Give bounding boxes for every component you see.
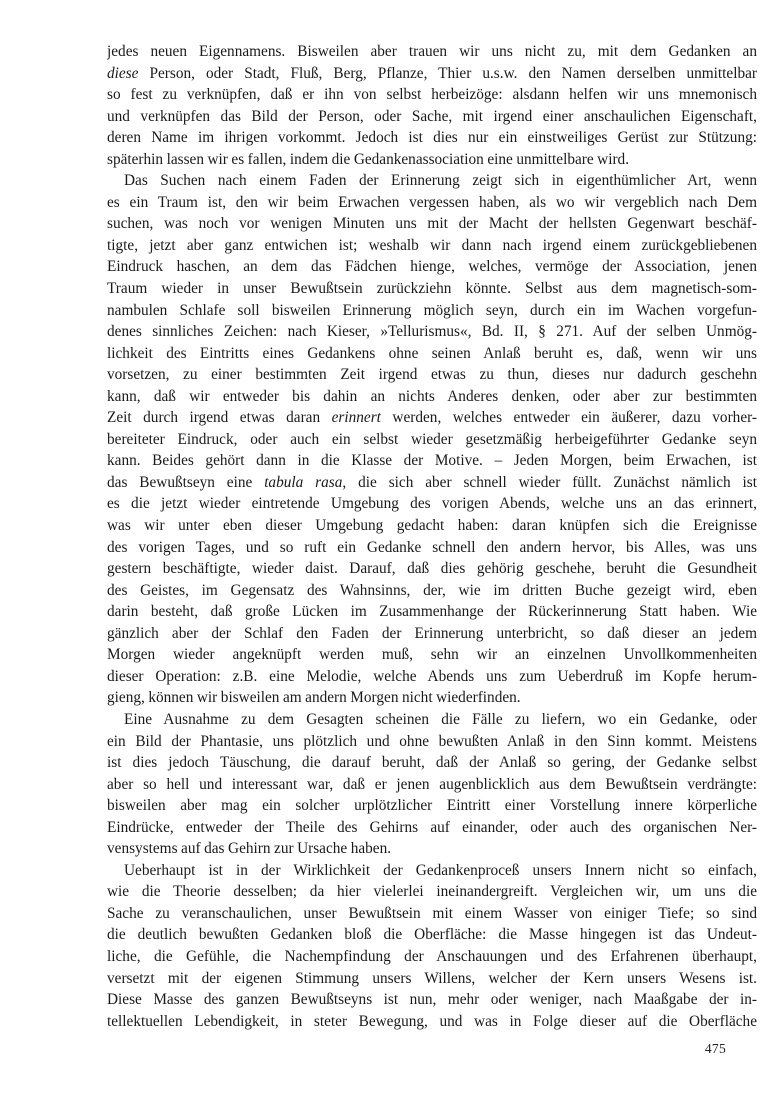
text-segment: bisweilen aber mag ein solcher urplötzlicher Eintritt einer Vorstellung innere körperliche: [107, 797, 757, 815]
text-line: [107, 924, 757, 946]
text-segment: kann, daß wir entweder bis dahin an nichts Anderes denken, oder aber zur bestimmten: [107, 387, 757, 405]
text-line: [107, 580, 757, 602]
text-line: [107, 256, 757, 278]
text-segment: es die jetzt wieder eintretende Umgebung des vorigen Abends, welche uns an das erinnert,: [107, 495, 757, 513]
text-segment: des Geistes, im Gegensatz des Wahnsinns, der, wie im dritten Buche gezeigt wird, eben: [107, 581, 757, 599]
text-line: [107, 968, 757, 990]
text-segment: lichkeit des Eintritts eines Gedankens ohne seinen Anlaß beruht es, daß, wenn wir uns: [107, 344, 757, 362]
text-segment: aber so hell und interessant war, daß er jenen augenblicklich aus dem Bewußtsein verdrängte:: [107, 775, 757, 793]
text-segment: ein Bild der Phantasie, uns plötzlich und ohne bewußten Anlaß in den Sinn kommt. Meistens: [107, 732, 757, 750]
page-number: 475: [704, 1041, 726, 1056]
text-line: [107, 666, 757, 688]
text-segment: gestern beschäftigte, wieder daist. Darauf, daß dies gehörig geschehe, beruht die Gesundheit: [107, 560, 757, 578]
text-line: [107, 493, 757, 515]
text-segment: Eindruck haschen, an dem das Fädchen hienge, welches, vermöge der Association, jenen: [107, 258, 757, 276]
text-segment: gänzlich aber der Schlaf den Faden der Erinnerung unterbricht, so daß dieser an jedem: [107, 624, 757, 642]
text-segment: vorsetzen, zu einer bestimmten Zeit irgend etwas zu thun, dieses nur dadurch geschehn: [107, 366, 757, 384]
text-segment: Morgen wieder angeknüpft werden muß, sehn wir an einzelnen Unvollkommenheiten: [107, 646, 757, 664]
text-line: [107, 278, 757, 300]
text-line: [107, 1011, 757, 1033]
text-segment: suchen, was noch vor wenigen Minuten uns mit der Macht der hellsten Gegenwart beschäf-: [107, 215, 757, 233]
text-segment: werden, welches entweder ein äußerer, dazu vorher-: [380, 409, 757, 427]
text-line: [107, 537, 757, 559]
text-line: [107, 644, 757, 666]
text-line: [107, 63, 757, 85]
text-segment: was wir unter eben dieser Umgebung gedacht haben: daran knüpfen sich die Ereignisse: [107, 517, 757, 535]
text-line: [107, 149, 757, 171]
paragraph: [107, 860, 757, 1032]
text-line: [107, 515, 757, 537]
text-segment: tigte, jetzt aber ganz entwichen ist; weshalb wir dann nach irgend einem zurückgebliebenen: [107, 236, 757, 254]
text-line: [107, 450, 757, 472]
text-line: [107, 709, 757, 731]
text-segment: des vorigen Tages, und so ruft ein Gedanke schnell den andern hervor, bis Alles, was uns: [107, 538, 757, 556]
paragraph: [107, 170, 757, 709]
text-segment: Sache zu veranschaulichen, unser Bewußtsein mit einem Wasser von einiger Tiefe; so sind: [107, 904, 757, 922]
text-segment: kann. Beides gehört dann in die Klasse der Motive. – Jeden Morgen, beim Erwachen, ist: [107, 452, 757, 470]
italic-text-segment: tabula rasa: [264, 473, 343, 491]
text-line: [107, 235, 757, 257]
text-segment: das Bewußtseyn eine: [107, 473, 265, 491]
text-line: [107, 795, 757, 817]
text-line: [107, 623, 757, 645]
text-line: [107, 170, 757, 192]
text-segment: bereiteter Eindruck, oder auch ein selbst wieder gesetzmäßig herbeigeführter Gedanke seyn: [107, 430, 757, 448]
text-line: [107, 364, 757, 386]
text-line: [107, 687, 757, 709]
text-line: [107, 558, 757, 580]
paragraph: [107, 709, 757, 860]
text-line: [107, 472, 757, 494]
text-segment: nambulen Schlafe soll bisweilen Erinnerung möglich seyn, durch ein im Wachen vorgefun-: [107, 301, 757, 319]
text-segment: Das Suchen nach einem Faden der Erinnerung zeigt sich in eigenthümlicher Art, wenn: [124, 172, 757, 190]
text-line: [107, 903, 757, 925]
text-segment: die deutlich bewußten Gedanken bloß die Oberfläche: die Masse hingegen ist das Undeut-: [107, 926, 757, 944]
text-line: [107, 407, 757, 429]
text-segment: Eindrücke, entweder der Theile des Gehirns auf einander, oder auch des organischen Ner-: [107, 818, 757, 836]
italic-text-segment: diese: [107, 64, 139, 82]
text-segment: Person, oder Stadt, Fluß, Berg, Pflanze, Thier u.s.w. den Namen derselben unmittelbar: [138, 64, 757, 82]
text-line: [107, 213, 757, 235]
text-line: [107, 106, 757, 128]
text-line: [107, 300, 757, 322]
text-line: [107, 386, 757, 408]
text-line: [107, 731, 757, 753]
text-line: [107, 860, 757, 882]
text-segment: ist dies jedoch Täuschung, die darauf beruht, daß der Anlaß so gering, der Gedanke selbst: [107, 754, 757, 772]
text-segment: Eine Ausnahme zu dem Gesagten scheinen die Fälle zu liefern, wo ein Gedanke, oder: [124, 710, 757, 728]
text-segment: jedes neuen Eigennamens. Bisweilen aber trauen wir uns nicht zu, mit dem Gedanken an: [107, 43, 757, 60]
text-line: [107, 881, 757, 903]
text-segment: Diese Masse des ganzen Bewußtseyns ist nun, mehr oder weniger, nach Maaßgabe der in-: [107, 991, 757, 1009]
text-segment: tellektuellen Lebendigkeit, in steter Bewegung, und was in Folge dieser auf die Oberfläche: [107, 1012, 757, 1030]
text-line: [107, 321, 757, 343]
text-segment: denes sinnliches Zeichen: nach Kieser, »Tellurismus«, Bd. II, § 271. Auf der selben Unmög-: [107, 323, 757, 341]
text-line: [107, 752, 757, 774]
text-segment: wie die Theorie desselben; da hier vielerlei ineinandergreift. Vergleichen wir, um uns die: [107, 883, 757, 901]
text-segment: versetzt mit der eigenen Stimmung unsers Willens, welcher der Kern unsers Wesens ist.: [107, 969, 757, 987]
text-segment: es ein Traum ist, den wir beim Erwachen vergessen haben, als wo wir vergeblich nach Dem: [107, 193, 757, 211]
text-segment: so fest zu verknüpfen, daß er ihn von selbst herbeizöge: alsdann helfen wir uns mnemonisch: [107, 86, 757, 104]
text-line: [107, 946, 757, 968]
text-segment: , die sich aber schnell wieder füllt. Zunächst nämlich ist: [342, 473, 757, 491]
paragraph: [107, 41, 757, 170]
text-line: [107, 601, 757, 623]
text-line: [107, 817, 757, 839]
text-segment: dieser Operation: z.B. eine Melodie, welche Abends uns zum Ueberdruß im Kopfe herum-: [107, 667, 757, 685]
text-line: [107, 429, 757, 451]
text-line: [107, 41, 757, 63]
text-segment: gieng, können wir bisweilen am andern Morgen nicht wiederfinden.: [107, 689, 521, 707]
text-segment: Zeit durch irgend etwas daran: [107, 409, 332, 427]
text-line: [107, 84, 757, 106]
italic-text-segment: erinnert: [331, 409, 381, 427]
text-segment: Ueberhaupt ist in der Wirklichkeit der Gedankenproceß unsers Innern nicht so einfach,: [124, 861, 757, 879]
text-line: [107, 774, 757, 796]
text-segment: deren Name im ihrigen vorkommt. Jedoch ist dies nur ein einstweiliges Gerüst zur Stützung:: [107, 129, 757, 147]
text-line: [107, 838, 757, 860]
text-segment: liche, die Gefühle, die Nachempfindung der Anschauungen und des Erfahrenen überhaupt,: [107, 947, 757, 965]
text-segment: späterhin lassen wir es fallen, indem die Gedankenassociation eine unmittelbare wird.: [107, 150, 630, 168]
text-line: [107, 343, 757, 365]
text-line: [107, 989, 757, 1011]
text-segment: vensystems auf das Gehirn zur Ursache haben.: [107, 840, 392, 858]
text-segment: darin besteht, daß große Lücken im Zusammenhange der Rückerinnerung Statt haben. Wie: [107, 603, 757, 621]
text-segment: und verknüpfen das Bild der Person, oder Sache, mit irgend einer anschaulichen Eigenschaft,: [107, 107, 757, 125]
page-text-block: [107, 41, 757, 1032]
text-line: [107, 127, 757, 149]
text-segment: Traum wieder in unser Bewußtsein zurückziehn könnte. Selbst aus dem magnetisch-som-: [107, 280, 757, 298]
text-line: [107, 192, 757, 214]
